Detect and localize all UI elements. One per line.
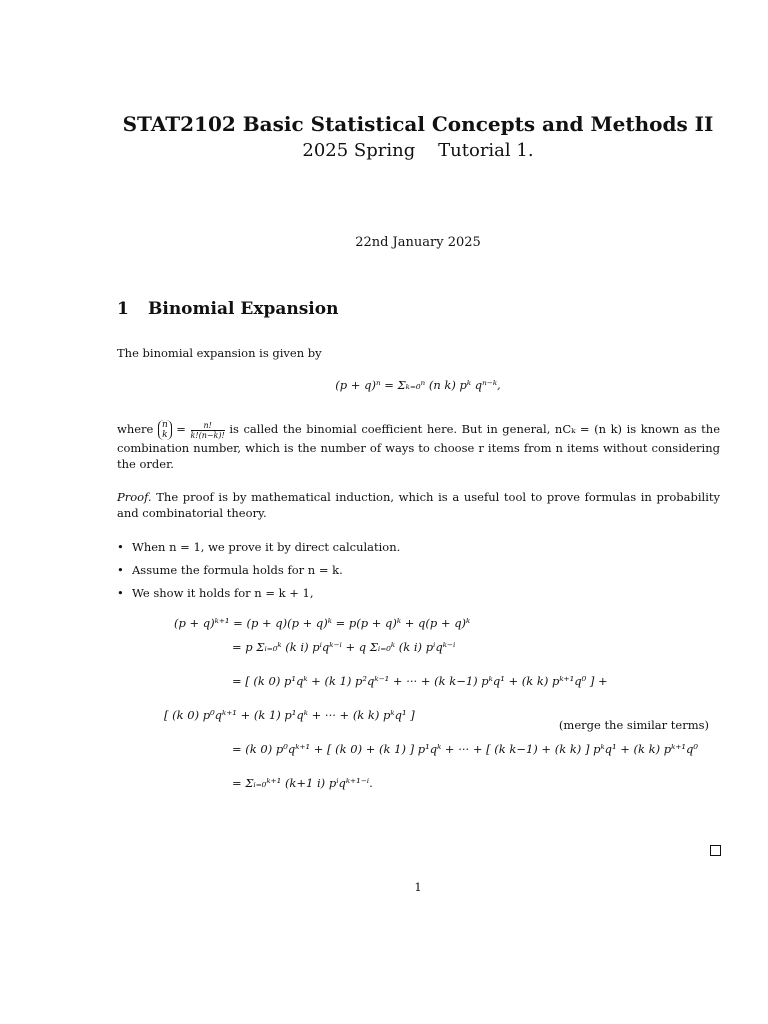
document-subtitle: 2025 Spring Tutorial 1. bbox=[302, 140, 534, 161]
derivation-line: = (k 0) p⁰qᵏ⁺¹ + [ (k 0) + (k 1) ] p¹qᵏ + ··· + [ (k k−1) + (k k) ] pᵏq¹ + (k k) pᵏ⁺¹q⁰ bbox=[232, 742, 698, 756]
document-date: 22nd January 2025 bbox=[355, 235, 481, 250]
section-heading bbox=[117, 299, 338, 319]
binomial-coefficient-symbol: n k bbox=[158, 420, 172, 440]
derivation-line: = p Σᵢ₌₀ᵏ (k i) pⁱqᵏ⁻ⁱ + q Σᵢ₌₀ᵏ (k i) pⁱqᵏ⁻ⁱ bbox=[232, 640, 456, 654]
derivation-line: (p + q)ᵏ⁺¹ = (p + q)(p + q)ᵏ = p(p + q)ᵏ + q(p + q)ᵏ bbox=[174, 616, 471, 630]
proof-label: Proof. bbox=[117, 490, 152, 504]
section-title: Binomial Expansion bbox=[148, 299, 339, 319]
merge-note: (merge the similar terms) bbox=[558, 718, 709, 732]
derivation-line-text: [ (k 0) p⁰qᵏ⁺¹ + (k 1) p¹qᵏ + ··· + (k k) pᵏq¹ ] bbox=[164, 708, 415, 722]
bullet-list bbox=[132, 540, 400, 609]
where-text: is called the binomial coefficient here. But in general, nCₖ = (n k) is known as the combination number, which is the number of ways to choose r items from n items without considering the order. bbox=[117, 422, 721, 471]
proof-text: The proof is by mathematical induction, which is a useful tool to prove formulas in probability and combinatorial theory. bbox=[117, 490, 720, 520]
page-number: 1 bbox=[414, 880, 422, 894]
document-title: STAT2102 Basic Statistical Concepts and Methods II bbox=[122, 112, 714, 136]
derivation-line: = Σᵢ₌₀ᵏ⁺¹ (k+1 i) pⁱqᵏ⁺¹⁻ⁱ. bbox=[232, 776, 373, 790]
derivation-line bbox=[164, 708, 709, 742]
list-item: • Assume the formula holds for n = k. bbox=[132, 563, 400, 577]
binomial-coefficient-fraction: $\frac{n!}{k!(n-k)!}$ bbox=[190, 420, 225, 440]
where-paragraph: where n k = $\frac{n!}{k!(n-k)!}$ is called the binomial coefficient here. But in general, nCₖ = (n k) is known as the combination number, which is the number of ways to choose r items from n items without considering the order. bbox=[117, 420, 721, 471]
proof-paragraph bbox=[117, 489, 720, 521]
intro-paragraph: The binomial expansion is given by bbox=[117, 346, 322, 360]
list-item: • We show it holds for n = k + 1, bbox=[132, 586, 400, 600]
binomial-formula: (p + q)ⁿ = Σₖ₌₀ⁿ (n k) pᵏ qⁿ⁻ᵏ, bbox=[335, 378, 501, 392]
where-prefix: where bbox=[117, 422, 154, 436]
derivation-line: = [ (k 0) p¹qᵏ + (k 1) p²qᵏ⁻¹ + ··· + (k k−1) pᵏq¹ + (k k) pᵏ⁺¹q⁰ ] + bbox=[232, 674, 608, 688]
qed-symbol bbox=[710, 845, 721, 856]
list-item: • When n = 1, we prove it by direct calculation. bbox=[132, 540, 400, 554]
induction-derivation bbox=[164, 616, 719, 810]
section-number: 1 bbox=[117, 299, 129, 319]
